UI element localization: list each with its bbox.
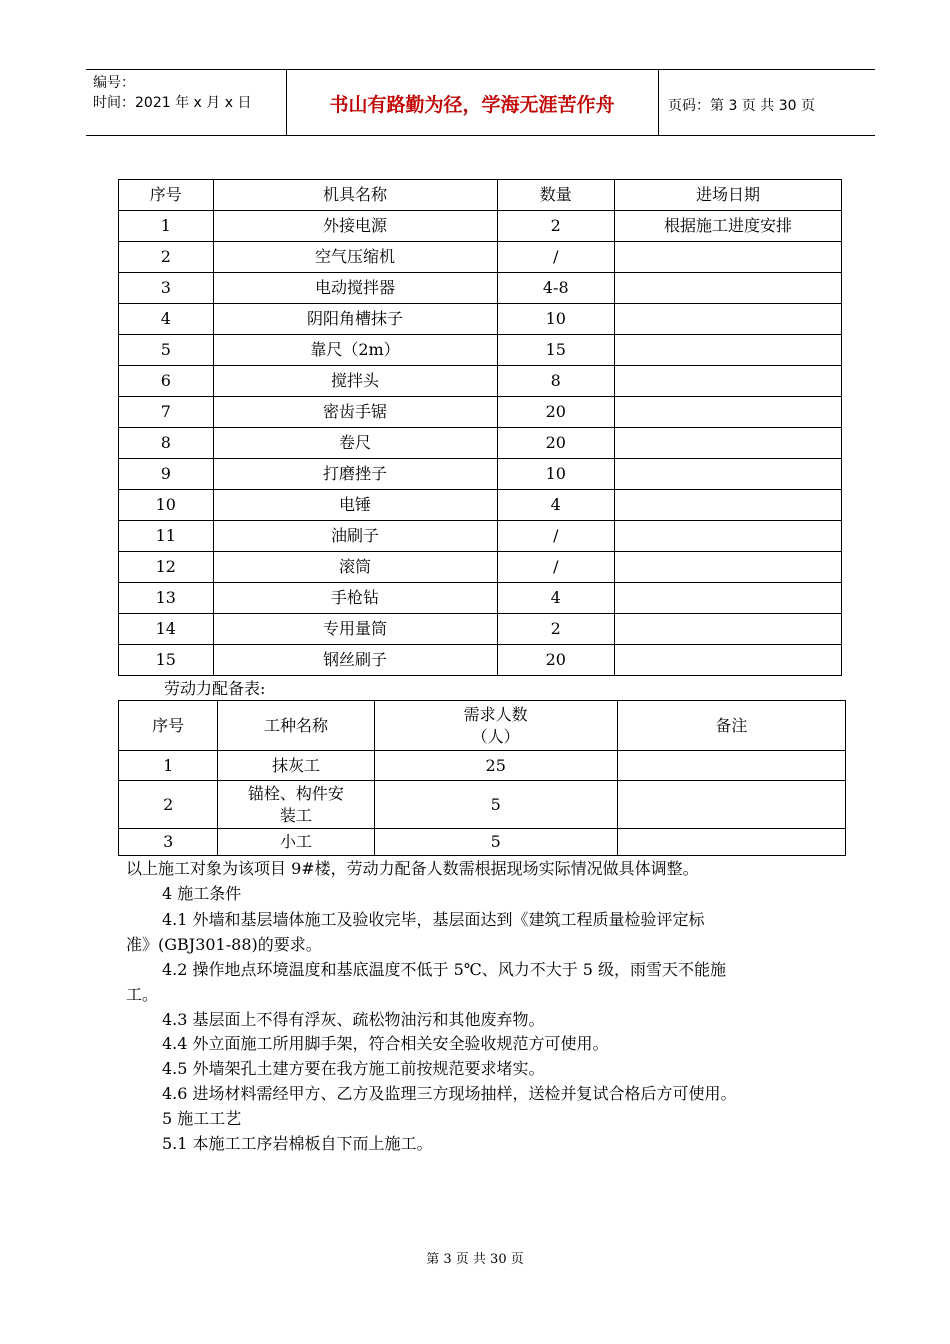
table-row xyxy=(119,366,842,397)
cell-index: 2 xyxy=(119,242,214,273)
cell-date: 根据施工进度安排 xyxy=(615,211,842,242)
table-row xyxy=(119,521,842,552)
table-row xyxy=(119,781,846,829)
cell-date xyxy=(615,242,842,273)
cell-date xyxy=(615,273,842,304)
cell-date xyxy=(615,428,842,459)
cell-name: 电动搅拌器 xyxy=(213,273,497,304)
header-motto: 书山有路勤为径，学海无涯苦作舟 xyxy=(329,94,615,116)
header-top-rule xyxy=(86,69,875,70)
trade-text: 锚栓、构件安装工 xyxy=(247,783,344,825)
clause-5-1: 5.1 本施工工序岩棉板自下而上施工。 xyxy=(162,1134,433,1153)
cell-trade: 抹灰工 xyxy=(218,751,374,781)
cell-quantity: 15 xyxy=(497,335,615,366)
col-header-trade: 工种名称 xyxy=(218,701,374,751)
table-row xyxy=(119,273,842,304)
cell-quantity: 4-8 xyxy=(497,273,615,304)
section-4-title: 4 施工条件 xyxy=(162,884,242,903)
cell-quantity: 2 xyxy=(497,211,615,242)
table-row xyxy=(119,751,846,781)
clause-4-4: 4.4 外立面施工所用脚手架，符合相关安全验收规范方可使用。 xyxy=(162,1034,609,1053)
cell-date xyxy=(615,521,842,552)
cell-date xyxy=(615,459,842,490)
col-header-quantity: 数量 xyxy=(497,180,615,211)
cell-index: 3 xyxy=(119,829,218,856)
cell-index: 4 xyxy=(119,304,214,335)
cell-quantity: 20 xyxy=(497,645,615,676)
table-row xyxy=(119,459,842,490)
clause-4-1-line2: 准》(GBJ301-88)的要求。 xyxy=(126,935,322,954)
table-row xyxy=(119,397,842,428)
cell-name: 专用量筒 xyxy=(213,614,497,645)
cell-index: 5 xyxy=(119,335,214,366)
col-header-date: 进场日期 xyxy=(615,180,842,211)
cell-name: 搅拌头 xyxy=(213,366,497,397)
cell-quantity: 10 xyxy=(497,304,615,335)
table-row xyxy=(119,335,842,366)
cell-index: 7 xyxy=(119,397,214,428)
cell-remarks xyxy=(617,829,845,856)
table-row xyxy=(119,304,842,335)
table-row xyxy=(119,211,842,242)
labor-note: 以上施工对象为该项目 9#楼，劳动力配备人数需根据现场实际情况做具体调整。 xyxy=(126,859,699,878)
clause-4-3: 4.3 基层面上不得有浮灰、疏松物油污和其他废弃物。 xyxy=(162,1010,545,1029)
cell-quantity: 2 xyxy=(497,614,615,645)
cell-name: 手枪钻 xyxy=(213,583,497,614)
cell-trade: 小工 xyxy=(218,829,374,856)
cell-remarks xyxy=(617,781,845,829)
cell-index: 10 xyxy=(119,490,214,521)
section-5-title: 5 施工工艺 xyxy=(162,1109,242,1128)
cell-headcount: 5 xyxy=(374,829,617,856)
cell-quantity: 4 xyxy=(497,490,615,521)
cell-name: 电锤 xyxy=(213,490,497,521)
table-row xyxy=(119,583,842,614)
table-header-row xyxy=(119,701,846,751)
col-header-remarks: 备注 xyxy=(617,701,845,751)
doc-number-label: 编号： xyxy=(93,75,135,91)
cell-name: 钢丝刷子 xyxy=(213,645,497,676)
labor-table-title: 劳动力配备表: xyxy=(164,679,266,698)
cell-name: 阴阳角槽抹子 xyxy=(213,304,497,335)
cell-index: 2 xyxy=(119,781,218,829)
cell-index: 9 xyxy=(119,459,214,490)
cell-index: 8 xyxy=(119,428,214,459)
clause-4-2-line2: 工。 xyxy=(126,985,159,1004)
cell-name: 密齿手锯 xyxy=(213,397,497,428)
cell-headcount: 25 xyxy=(374,751,617,781)
table-row xyxy=(119,242,842,273)
clause-4-2-line1: 4.2 操作地点环境温度和基底温度不低于 5℃、风力不大于 5 级，雨雪天不能施 xyxy=(162,960,727,979)
cell-date xyxy=(615,304,842,335)
cell-index: 12 xyxy=(119,552,214,583)
cell-name: 滚筒 xyxy=(213,552,497,583)
cell-name: 靠尺（2m） xyxy=(213,335,497,366)
cell-date xyxy=(615,583,842,614)
cell-date xyxy=(615,490,842,521)
clause-4-6: 4.6 进场材料需经甲方、乙方及监理三方现场抽样，送检并复试合格后方可使用。 xyxy=(162,1084,737,1103)
cell-date xyxy=(615,614,842,645)
cell-remarks xyxy=(617,751,845,781)
cell-date xyxy=(615,397,842,428)
table-row xyxy=(119,829,846,856)
table-row xyxy=(119,614,842,645)
cell-date xyxy=(615,366,842,397)
cell-index: 1 xyxy=(119,751,218,781)
cell-date xyxy=(615,645,842,676)
doc-time-label: 时间：2021 年 x 月 x 日 xyxy=(93,95,252,111)
cell-trade xyxy=(218,781,374,829)
table-row xyxy=(119,490,842,521)
cell-quantity: 10 xyxy=(497,459,615,490)
cell-quantity: 20 xyxy=(497,428,615,459)
cell-name: 打磨挫子 xyxy=(213,459,497,490)
cell-index: 6 xyxy=(119,366,214,397)
table-header-row xyxy=(119,180,842,211)
clause-4-5: 4.5 外墙架孔土建方要在我方施工前按规范要求堵实。 xyxy=(162,1059,545,1078)
cell-index: 11 xyxy=(119,521,214,552)
table-row xyxy=(119,428,842,459)
clause-4-1-line1: 4.1 外墙和基层墙体施工及验收完毕，基层面达到《建筑工程质量检验评定标 xyxy=(162,910,705,929)
cell-headcount: 5 xyxy=(374,781,617,829)
header-divider-right xyxy=(658,69,659,135)
cell-quantity: 20 xyxy=(497,397,615,428)
col-header-index: 序号 xyxy=(119,701,218,751)
col-header-name: 机具名称 xyxy=(213,180,497,211)
table-row xyxy=(119,552,842,583)
cell-index: 15 xyxy=(119,645,214,676)
cell-index: 1 xyxy=(119,211,214,242)
cell-name: 卷尺 xyxy=(213,428,497,459)
page-indicator: 页码：第 3 页 共 30 页 xyxy=(668,98,815,114)
cell-quantity: 8 xyxy=(497,366,615,397)
cell-index: 13 xyxy=(119,583,214,614)
cell-quantity: / xyxy=(497,521,615,552)
cell-quantity: / xyxy=(497,552,615,583)
headcount-header-text: 需求人数（人） xyxy=(463,704,528,746)
cell-index: 3 xyxy=(119,273,214,304)
table-row xyxy=(119,645,842,676)
cell-date xyxy=(615,552,842,583)
cell-name: 油刷子 xyxy=(213,521,497,552)
cell-date xyxy=(615,335,842,366)
cell-name: 空气压缩机 xyxy=(213,242,497,273)
equipment-table xyxy=(118,179,842,676)
cell-quantity: / xyxy=(497,242,615,273)
col-header-index: 序号 xyxy=(119,180,214,211)
cell-index: 14 xyxy=(119,614,214,645)
header-bottom-rule xyxy=(86,135,875,136)
cell-name: 外接电源 xyxy=(213,211,497,242)
col-header-headcount xyxy=(374,701,617,751)
page-footer: 第 3 页 共 30 页 xyxy=(426,1252,524,1267)
labor-table xyxy=(118,700,846,856)
cell-quantity: 4 xyxy=(497,583,615,614)
